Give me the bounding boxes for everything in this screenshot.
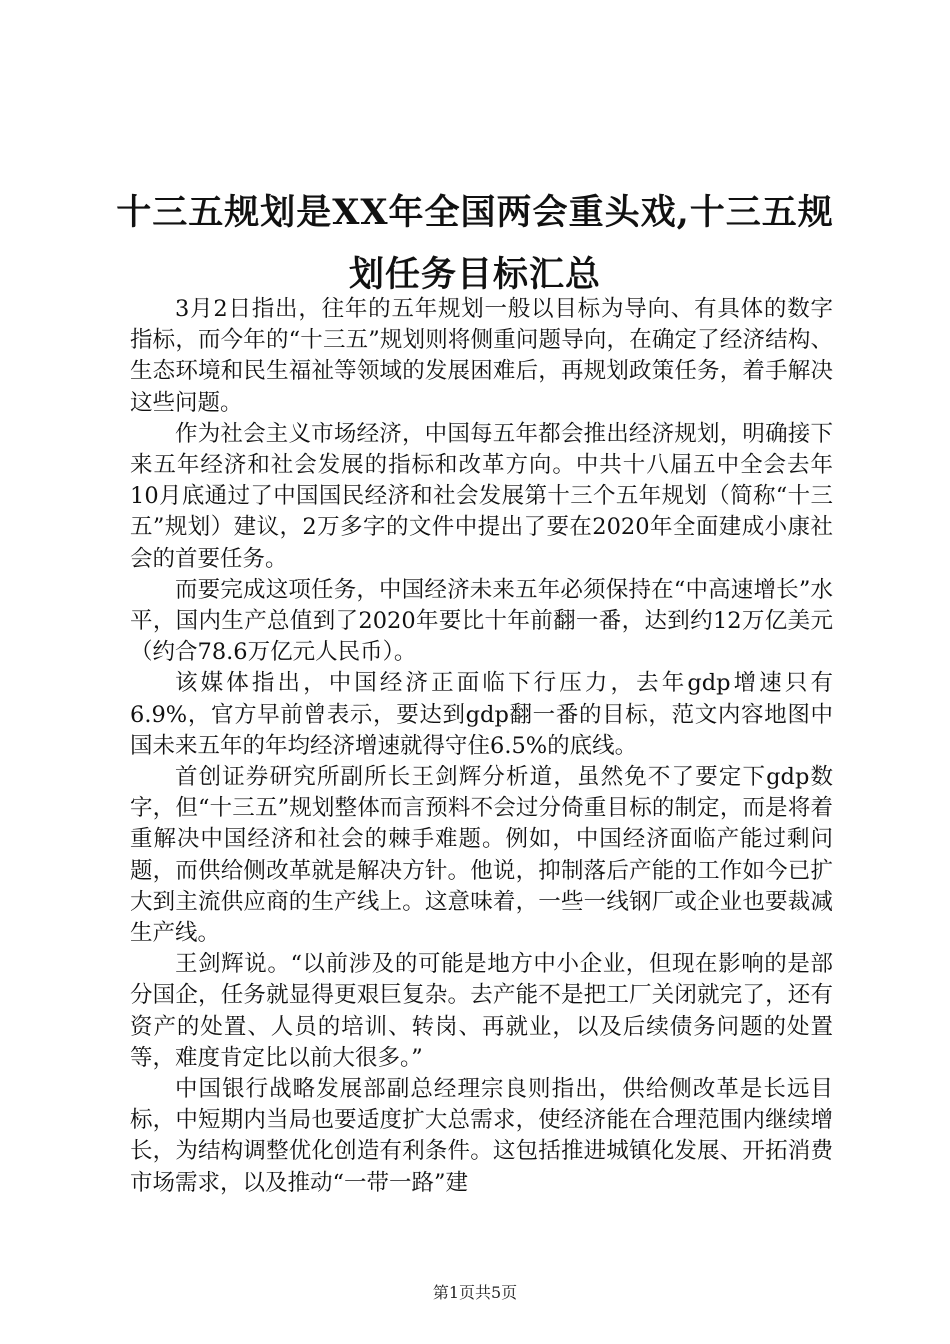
page-number-current: 第1页 <box>432 1283 475 1302</box>
page-footer <box>0 1282 950 1304</box>
page-number-total: 共5页 <box>475 1283 518 1302</box>
paragraph: 作为社会主义市场经济，中国每五年都会推出经济规划，明确接下来五年经济和社会发展的指标和改革方向。中共十八届五中全会去年10月底通过了中国国民经济和社会发展第十三个五年规划（简称“十三五”规划）建议，2万多字的文件中提出了要在2020年全面建成小康社会的首要任务。 <box>130 420 833 572</box>
document-title: 十三五规划是XX年全国两会重头戏,十三五规划任务目标汇总 <box>116 192 834 295</box>
paragraph: 中国银行战略发展部副总经理宗良则指出，供给侧改革是长远目标，中短期内当局也要适度扩大总需求，使经济能在合理范围内继续增长，为结构调整优化创造有利条件。这包括推进城镇化发展、开拓消费市场需求，以及推动“一带一路”建 <box>130 1076 833 1196</box>
paragraph: 首创证券研究所副所长王剑辉分析道，虽然免不了要定下gdp数字，但“十三五”规划整体而言预料不会过分倚重目标的制定，而是将着重解决中国经济和社会的棘手难题。例如，中国经济面临产能过剩问题，而供给侧改革就是解决方针。他说，抑制落后产能的工作如今已扩大到主流供应商的生产线上。这意味着，一些一线钢厂或企业也要裁减生产线。 <box>130 764 833 947</box>
paragraph: 王剑辉说。“以前涉及的可能是地方中小企业，但现在影响的是部分国企，任务就显得更艰巨复杂。去产能不是把工厂关闭就完了，还有资产的处置、人员的培训、转岗、再就业，以及后续债务问题的处置等，难度肯定比以前大很多。” <box>130 951 833 1071</box>
paragraph: 3月2日指出，往年的五年规划一般以目标为导向、有具体的数字指标，而今年的“十三五”规划则将侧重问题导向，在确定了经济结构、生态环境和民生福祉等领域的发展困难后，再规划政策任务，着手解决这些问题。 <box>130 296 833 416</box>
paragraph: 该媒体指出，中国经济正面临下行压力，去年gdp增速只有6.9%，官方早前曾表示，要达到gdp翻一番的目标，范文内容地图中国未来五年的年均经济增速就得守住6.5%的底线。 <box>130 670 833 759</box>
paragraph: 而要完成这项任务，中国经济未来五年必须保持在“中高速增长”水平，国内生产总值到了2020年要比十年前翻一番，达到约12万亿美元（约合78.6万亿元人民币）。 <box>130 576 833 666</box>
document-body <box>130 294 833 1199</box>
